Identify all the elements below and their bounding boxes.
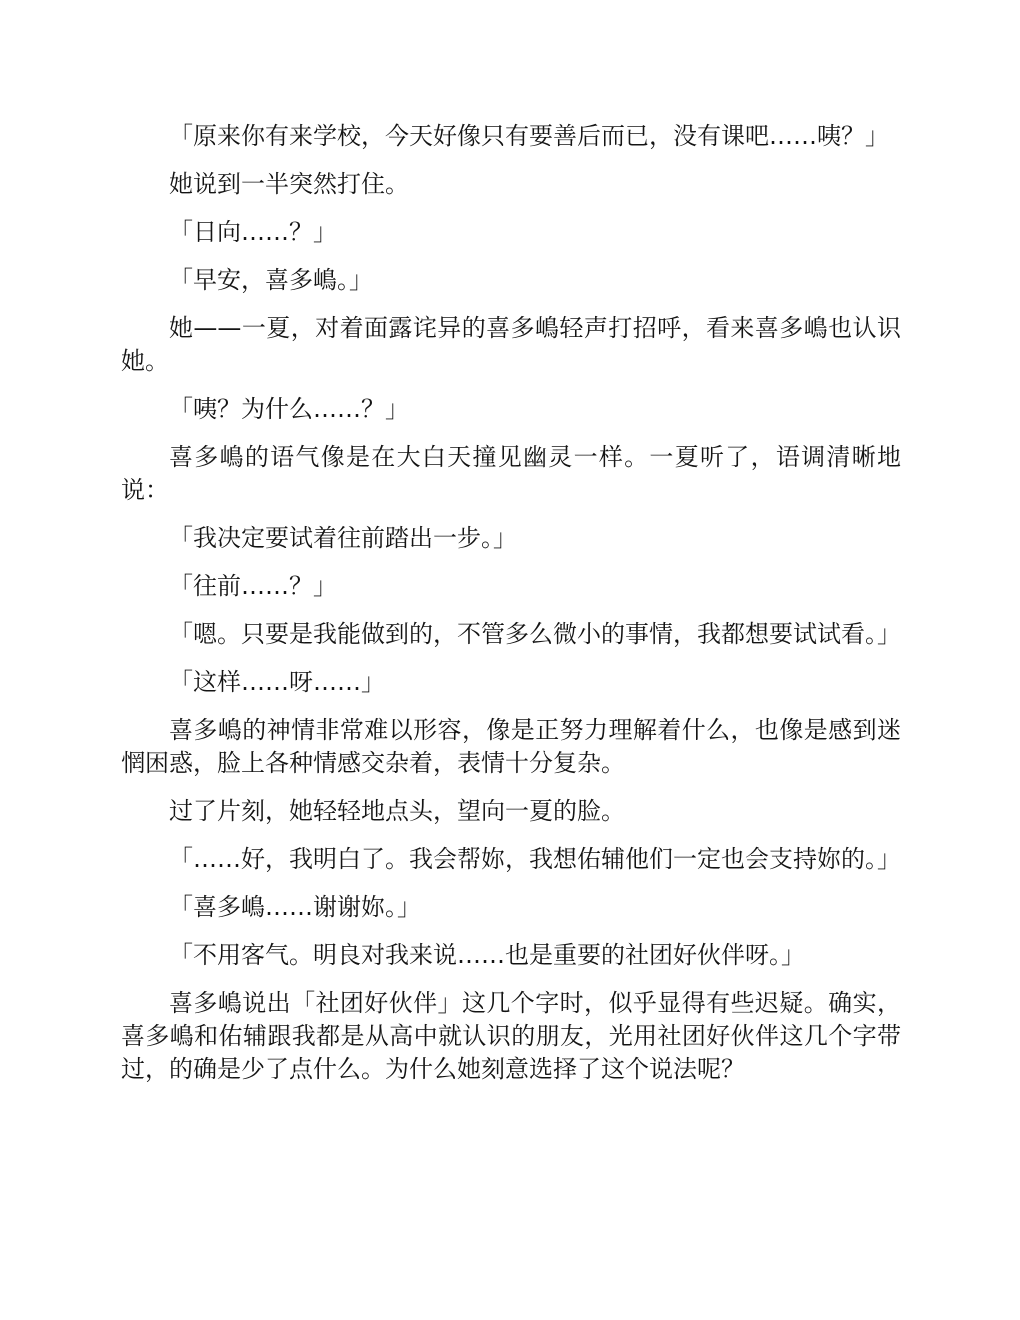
paragraph: 「嗯。只要是我能做到的，不管多么微小的事情，我都想要试试看。」 [169,620,901,648]
paragraph: 「这样……呀……」 [169,668,385,696]
paragraph: 「喜多嶋……谢谢妳。」 [169,893,421,921]
body-text [121,120,901,1101]
paragraph: 「我决定要试着往前踏出一步。」 [169,524,517,552]
paragraph: 喜多嶋说出「社团好伙伴」这几个字时，似乎显得有些迟疑。确实，喜多嶋和佑辅跟我都是从高中就认识的朋友，光用社团好伙伴这几个字带过，的确是少了点什么。为什么她刻意选择了这个说法呢？ [121,989,901,1083]
paragraph: 过了片刻，她轻轻地点头，望向一夏的脸。 [169,797,625,825]
paragraph: 喜多嶋的神情非常难以形容，像是正努力理解着什么，也像是感到迷惘困惑，脸上各种情感交杂着，表情十分复杂。 [121,716,901,777]
paragraph: 「早安，喜多嶋。」 [169,266,373,294]
paragraph: 喜多嶋的语气像是在大白天撞见幽灵一样。一夏听了，语调清晰地说： [121,443,901,504]
paragraph: 她——一夏，对着面露诧异的喜多嶋轻声打招呼，看来喜多嶋也认识她。 [121,314,901,375]
paragraph: 她说到一半突然打住。 [169,170,409,198]
paragraph: 「咦？为什么……？」 [169,395,409,423]
paragraph: 「原来你有来学校，今天好像只有要善后而已，没有课吧……咦？」 [169,122,889,150]
paragraph: 「不用客气。明良对我来说……也是重要的社团好伙伴呀。」 [169,941,805,969]
paragraph: 「日向……？」 [169,218,337,246]
paragraph: 「往前……？」 [169,572,337,600]
paragraph: 「……好，我明白了。我会帮妳，我想佑辅他们一定也会支持妳的。」 [169,845,901,873]
